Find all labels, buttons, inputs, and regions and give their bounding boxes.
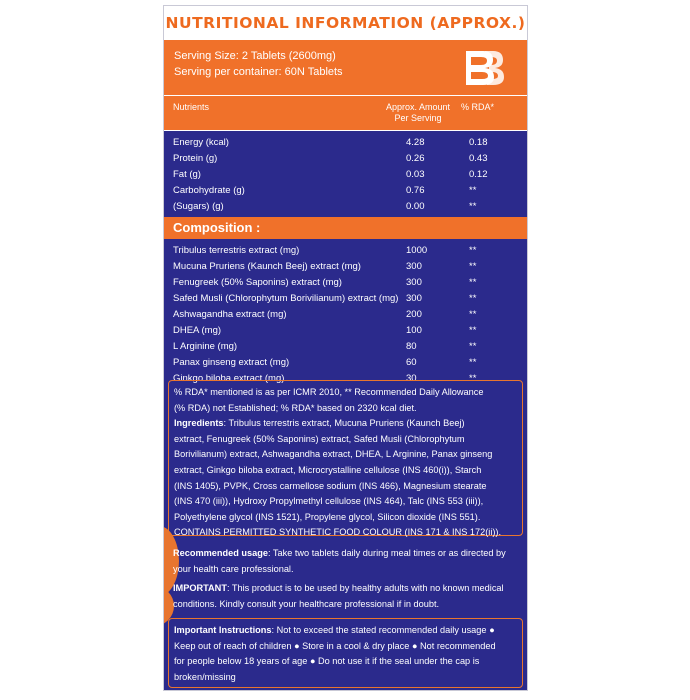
table-row (164, 339, 527, 355)
ingredient-name: Safed Musli (Chlorophytum Borivilianum) extract (mg) (173, 293, 399, 304)
instructions-line: Keep out of reach of children ● Store in a cool & dry place ● Not recommended (174, 640, 496, 651)
table-row (164, 243, 527, 259)
ingredients-line: extract, Fenugreek (50% Saponins) extract, Safed Musli (Chlorophytum (174, 433, 465, 444)
nutrient-rda: ** (469, 185, 477, 196)
ingredient-name: Panax ginseng extract (mg) (173, 357, 290, 368)
nutrient-name: Fat (g) (173, 169, 201, 180)
nutrient-name: Carbohydrate (g) (173, 185, 245, 196)
composition-header: Composition : (164, 217, 527, 239)
rda-note-line: % RDA* mentioned is as per ICMR 2010, ** Recommended Daily Allowance (174, 387, 484, 397)
ingredient-amount: 300 (406, 261, 422, 272)
nutrient-rda: ** (469, 201, 477, 212)
table-row (164, 183, 527, 199)
usage-label: Recommended usage (173, 548, 268, 558)
important-line: : This product is to be used by healthy adults with no known medical (226, 583, 504, 594)
nutrient-name: Protein (g) (173, 153, 218, 164)
ingredient-rda: ** (469, 341, 477, 352)
nutrient-rda: 0.18 (469, 137, 488, 148)
ingredient-rda: ** (469, 277, 477, 288)
table-row (164, 323, 527, 339)
ingredients-line: : Tribulus terrestris extract, Mucuna Pruriens (Kaunch Beej) (223, 418, 465, 429)
table-row (164, 307, 527, 323)
servings-per-container: Serving per container: 60N Tablets (174, 66, 343, 78)
ingredient-name: Tribulus terrestris extract (mg) (173, 245, 300, 256)
table-row (164, 355, 527, 371)
nutrient-rda: 0.12 (469, 169, 488, 180)
table-row (164, 167, 527, 183)
ingredient-rda: ** (469, 293, 477, 304)
ingredient-amount: 30 (406, 373, 417, 384)
table-header (164, 96, 527, 131)
instructions-line: : Not to exceed the stated recommended daily usage ● (271, 625, 495, 635)
instructions-label: Important Instructions (174, 625, 272, 635)
ingredients-line: (INS 1405), PVPK, Cross carmellose sodium (INS 466), Magnesium stearate (174, 480, 487, 491)
instructions-line: broken/missing (174, 671, 236, 682)
header-amount-line1: Approx. Amount (385, 102, 451, 112)
nutrient-amount: 4.28 (406, 137, 425, 148)
ingredient-amount: 300 (406, 293, 422, 304)
ingredients-line: Polyethylene glycol (INS 1521), Propylene glycol, Silicon dioxide (INS 551). (174, 511, 481, 522)
composition-table (164, 239, 527, 387)
nutrient-name: Energy (kcal) (173, 137, 229, 148)
notes-box (168, 380, 523, 536)
ingredient-amount: 200 (406, 309, 422, 320)
ingredients-line: Borivilianum) extract, Ashwagandha extract, DHEA, L Arginine, Panax ginseng (174, 449, 493, 460)
ingredient-name: Ginkgo biloba extract (mg) (173, 373, 285, 384)
table-row (164, 291, 527, 307)
header-amount (378, 102, 458, 124)
ingredient-amount: 1000 (406, 245, 428, 256)
nutrient-amount: 0.00 (406, 201, 425, 212)
serving-info (164, 40, 527, 96)
ingredient-name: Ashwagandha extract (mg) (173, 309, 287, 320)
ingredients-line: (INS 470 (iii)), Hydroxy Propylmethyl cellulose (INS 464), Talc (INS 553 (iii)), (174, 496, 484, 507)
ingredient-rda: ** (469, 261, 477, 272)
instructions-box (168, 618, 523, 688)
table-row (164, 135, 527, 151)
nutrient-name: (Sugars) (g) (173, 201, 224, 212)
header-nutrients: Nutrients (173, 102, 210, 112)
usage-section (173, 546, 525, 612)
header-rda: % RDA* (461, 102, 495, 112)
table-row (164, 275, 527, 291)
ingredient-amount: 60 (406, 357, 417, 368)
important-label: IMPORTANT (173, 583, 227, 594)
ingredient-name: Fenugreek (50% Saponins) extract (mg) (173, 277, 342, 288)
bb-brand-logo-icon (463, 48, 507, 88)
table-row (164, 199, 527, 215)
ingredient-name: Mucuna Pruriens (Kaunch Beej) extract (mg) (173, 261, 361, 272)
ingredient-name: DHEA (mg) (173, 325, 222, 336)
important-line: conditions. Kindly consult your healthcare professional if in doubt. (173, 598, 440, 609)
nutrition-label-panel (163, 5, 528, 691)
ingredient-rda: ** (469, 357, 477, 368)
label-title: NUTRITIONAL INFORMATION (APPROX.) (164, 6, 527, 40)
ingredient-rda: ** (469, 245, 477, 256)
ingredients-text (174, 416, 517, 432)
table-row (164, 259, 527, 275)
header-amount-line2: Per Serving (394, 113, 442, 123)
ingredient-rda: ** (469, 309, 477, 320)
table-row (164, 151, 527, 167)
ingredient-rda: ** (469, 325, 477, 336)
ingredient-amount: 80 (406, 341, 417, 352)
nutrient-amount: 0.26 (406, 153, 425, 164)
ingredient-amount: 100 (406, 325, 422, 336)
ingredients-line: CONTAINS PERMITTED SYNTHETIC FOOD COLOUR (INS 171 & INS 172(ii)). (174, 527, 502, 538)
nutrients-table (164, 131, 527, 215)
nutrient-rda: 0.43 (469, 153, 488, 164)
usage-line: your health care professional. (173, 563, 294, 574)
nutrient-amount: 0.76 (406, 185, 425, 196)
nutrient-amount: 0.03 (406, 169, 425, 180)
usage-line: : Take two tablets daily during meal times or as directed by (267, 548, 506, 558)
ingredients-label: Ingredients (174, 418, 224, 429)
ingredient-amount: 300 (406, 277, 422, 288)
rda-note-line: (% RDA) not Established; % RDA* based on 2320 kcal diet. (174, 402, 417, 413)
ingredients-line: extract, Ginkgo biloba extract, Microcrystalline cellulose (INS 460(i)), Starch (174, 464, 482, 475)
instructions-line: for people below 18 years of age ● Do not use it if the seal under the cap is (174, 656, 480, 667)
ingredient-name: L Arginine (mg) (173, 341, 238, 352)
ingredient-rda: ** (469, 373, 477, 384)
serving-size: Serving Size: 2 Tablets (2600mg) (174, 50, 336, 62)
